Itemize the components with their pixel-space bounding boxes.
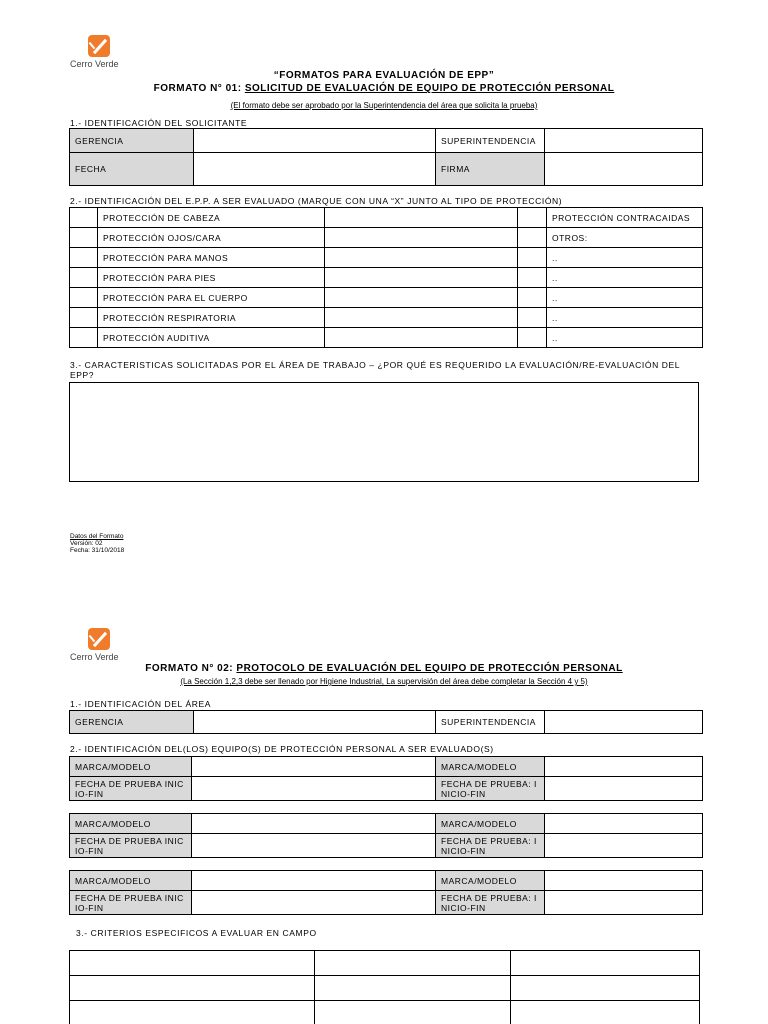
equipo-table [69,756,703,801]
epp-right-label: .. [547,328,703,348]
epp-mark-cell[interactable] [70,228,98,248]
criterios-cell[interactable] [511,976,700,1001]
fecha-prueba-label: FECHA DE PRUEBA INICIO-FIN [70,777,192,801]
epp-mark-cell-right[interactable] [518,248,547,268]
marca-label-right: MARCA/MODELO [436,814,545,834]
fecha-prueba-label-right: FECHA DE PRUEBA: INICIO-FIN [436,891,545,915]
marca-label: MARCA/MODELO [70,757,192,777]
epp-mark-cell-right[interactable] [518,208,547,228]
epp-mark-cell[interactable] [70,288,98,308]
firma-label: FIRMA [436,153,545,186]
epp-left-field[interactable] [325,288,518,308]
criterios-cell[interactable] [511,1001,700,1024]
form1-subtitle: (El formato debe ser aprobado por la Superintendencia del área que solicita la prueba) [230,101,538,110]
epp-left-field[interactable] [325,268,518,288]
epp-mark-cell-right[interactable] [518,288,547,308]
criterios-table [69,950,700,1024]
epp-mark-cell[interactable] [70,328,98,348]
brand-logo-2 [70,628,130,662]
criterios-cell[interactable] [511,951,700,976]
brand-logo [70,35,130,69]
form2-title-prefix: FORMATO N° 02: [145,663,237,674]
meta-date: Fecha: 31/10/2018 [70,547,125,554]
form1-solicitante-table [69,128,703,186]
epp-right-label: .. [547,268,703,288]
brand-name-2: Cerro Verde [70,652,119,662]
superintendencia-field-2[interactable] [545,711,703,734]
form1-meta [70,533,124,554]
marca-label-right: MARCA/MODELO [436,757,545,777]
criterios-cell[interactable] [315,1001,511,1024]
epp-left-label: PROTECCIÓN PARA MANOS [98,248,325,268]
form1-title-text: SOLICITUD DE EVALUACIÓN DE EQUIPO DE PROTECCIÓN PERSONAL [244,83,615,94]
marca-label-right: MARCA/MODELO [436,871,545,891]
epp-left-field[interactable] [325,248,518,268]
epp-mark-cell-right[interactable] [518,328,547,348]
epp-mark-cell-right[interactable] [518,268,547,288]
gerencia-field-2[interactable] [194,711,436,734]
form2-title [0,663,768,674]
marca-field[interactable] [192,757,436,777]
epp-row [70,308,703,328]
epp-right-label: .. [547,308,703,328]
form1-section3-label: 3.- CARACTERISTICAS SOLICITADAS POR EL ÁREA DE TRABAJO – ¿POR QUÉ ES REQUERIDO LA EVALUACIÓN/RE-EVALUACIÓN DEL EPP? [70,360,680,380]
epp-left-label: PROTECCIÓN RESPIRATORIA [98,308,325,328]
cerro-verde-logo-icon [88,35,110,57]
fecha-prueba-field[interactable] [192,834,436,858]
criterios-cell[interactable] [315,951,511,976]
form2-section1-label: 1.- IDENTIFICACIÓN DEL ÁREA [70,699,212,709]
form1-epp-table [69,207,703,348]
marca-label: MARCA/MODELO [70,871,192,891]
epp-mark-cell-right[interactable] [518,308,547,328]
cerro-verde-logo-icon [88,628,110,650]
gerencia-label: GERENCIA [70,129,194,153]
epp-mark-cell[interactable] [70,268,98,288]
form2-section3-label: 3.- CRITERIOS ESPECIFICOS A EVALUAR EN CAMPO [76,928,317,938]
marca-field[interactable] [192,871,436,891]
epp-right-label: OTROS: [547,228,703,248]
criterios-cell[interactable] [315,976,511,1001]
epp-left-field[interactable] [325,228,518,248]
epp-right-label: .. [547,288,703,308]
fecha-field[interactable] [194,153,436,186]
epp-left-label: PROTECCIÓN PARA PIES [98,268,325,288]
fecha-prueba-field-right[interactable] [545,834,703,858]
brand-name: Cerro Verde [70,59,119,69]
epp-row [70,248,703,268]
epp-left-label: PROTECCIÓN OJOS/CARA [98,228,325,248]
form1-section2-label: 2.- IDENTIFICACIÓN DEL E.P.P. A SER EVALUADO (MARQUE CON UNA “X” JUNTO AL TIPO DE PROTECCIÓN) [70,196,563,206]
equipo-table [69,870,703,915]
superintendencia-label: SUPERINTENDENCIA [436,129,545,153]
marca-field-right[interactable] [545,814,703,834]
epp-row [70,288,703,308]
form2-section2-label: 2.- IDENTIFICACIÓN DEL(LOS) EQUIPO(S) DE PROTECCIÓN PERSONAL A SER EVALUADO(S) [70,744,494,754]
form2-title-text: PROTOCOLO DE EVALUACIÓN DEL EQUIPO DE PROTECCIÓN PERSONAL [236,663,623,674]
meta-version: Versión: 02 [70,540,103,547]
epp-row [70,208,703,228]
fecha-prueba-field[interactable] [192,777,436,801]
epp-row [70,328,703,348]
form1-title-prefix: FORMATO N° 01: [153,83,245,94]
marca-field[interactable] [192,814,436,834]
superintendencia-field[interactable] [545,129,703,153]
epp-mark-cell[interactable] [70,248,98,268]
superintendencia-label-2: SUPERINTENDENCIA [436,711,545,734]
marca-field-right[interactable] [545,871,703,891]
form1-heading: “FORMATOS PARA EVALUACIÓN DE EPP” [273,70,495,81]
epp-left-label: PROTECCIÓN PARA EL CUERPO [98,288,325,308]
marca-label: MARCA/MODELO [70,814,192,834]
fecha-prueba-label-right: FECHA DE PRUEBA: INICIO-FIN [436,777,545,801]
fecha-prueba-field[interactable] [192,891,436,915]
epp-left-label: PROTECCIÓN DE CABEZA [98,208,325,228]
epp-row [70,228,703,248]
fecha-label: FECHA [70,153,194,186]
firma-field[interactable] [545,153,703,186]
fecha-prueba-field-right[interactable] [545,777,703,801]
marca-field-right[interactable] [545,757,703,777]
epp-row [70,268,703,288]
equipo-table [69,813,703,858]
fecha-prueba-label-right: FECHA DE PRUEBA: INICIO-FIN [436,834,545,858]
form1-title [0,83,768,94]
form1-caracteristicas-textarea[interactable] [69,382,699,482]
epp-mark-cell[interactable] [70,208,98,228]
form1-section1-label: 1.- IDENTIFICACIÓN DEL SOLICITANTE [70,118,248,128]
epp-left-field[interactable] [325,308,518,328]
epp-left-field[interactable] [325,208,518,228]
epp-mark-cell-right[interactable] [518,228,547,248]
epp-mark-cell[interactable] [70,308,98,328]
criterios-cell[interactable] [70,951,315,976]
fecha-prueba-field-right[interactable] [545,891,703,915]
criterios-cell[interactable] [70,976,315,1001]
epp-left-field[interactable] [325,328,518,348]
fecha-prueba-label: FECHA DE PRUEBA INICIO-FIN [70,834,192,858]
criterios-cell[interactable] [70,1001,315,1024]
epp-left-label: PROTECCIÓN AUDITIVA [98,328,325,348]
gerencia-field[interactable] [194,129,436,153]
meta-title: Datos del Formato [70,533,124,540]
fecha-prueba-label: FECHA DE PRUEBA INICIO-FIN [70,891,192,915]
epp-right-label: PROTECCIÓN CONTRACAIDAS [547,208,703,228]
form2-area-table [69,710,703,734]
gerencia-label-2: GERENCIA [70,711,194,734]
epp-right-label: .. [547,248,703,268]
form2-subtitle: (La Sección 1,2,3 debe ser llenado por Higiene Industrial, La supervisión del área debe completar la Sección 4 y 5) [180,677,588,686]
